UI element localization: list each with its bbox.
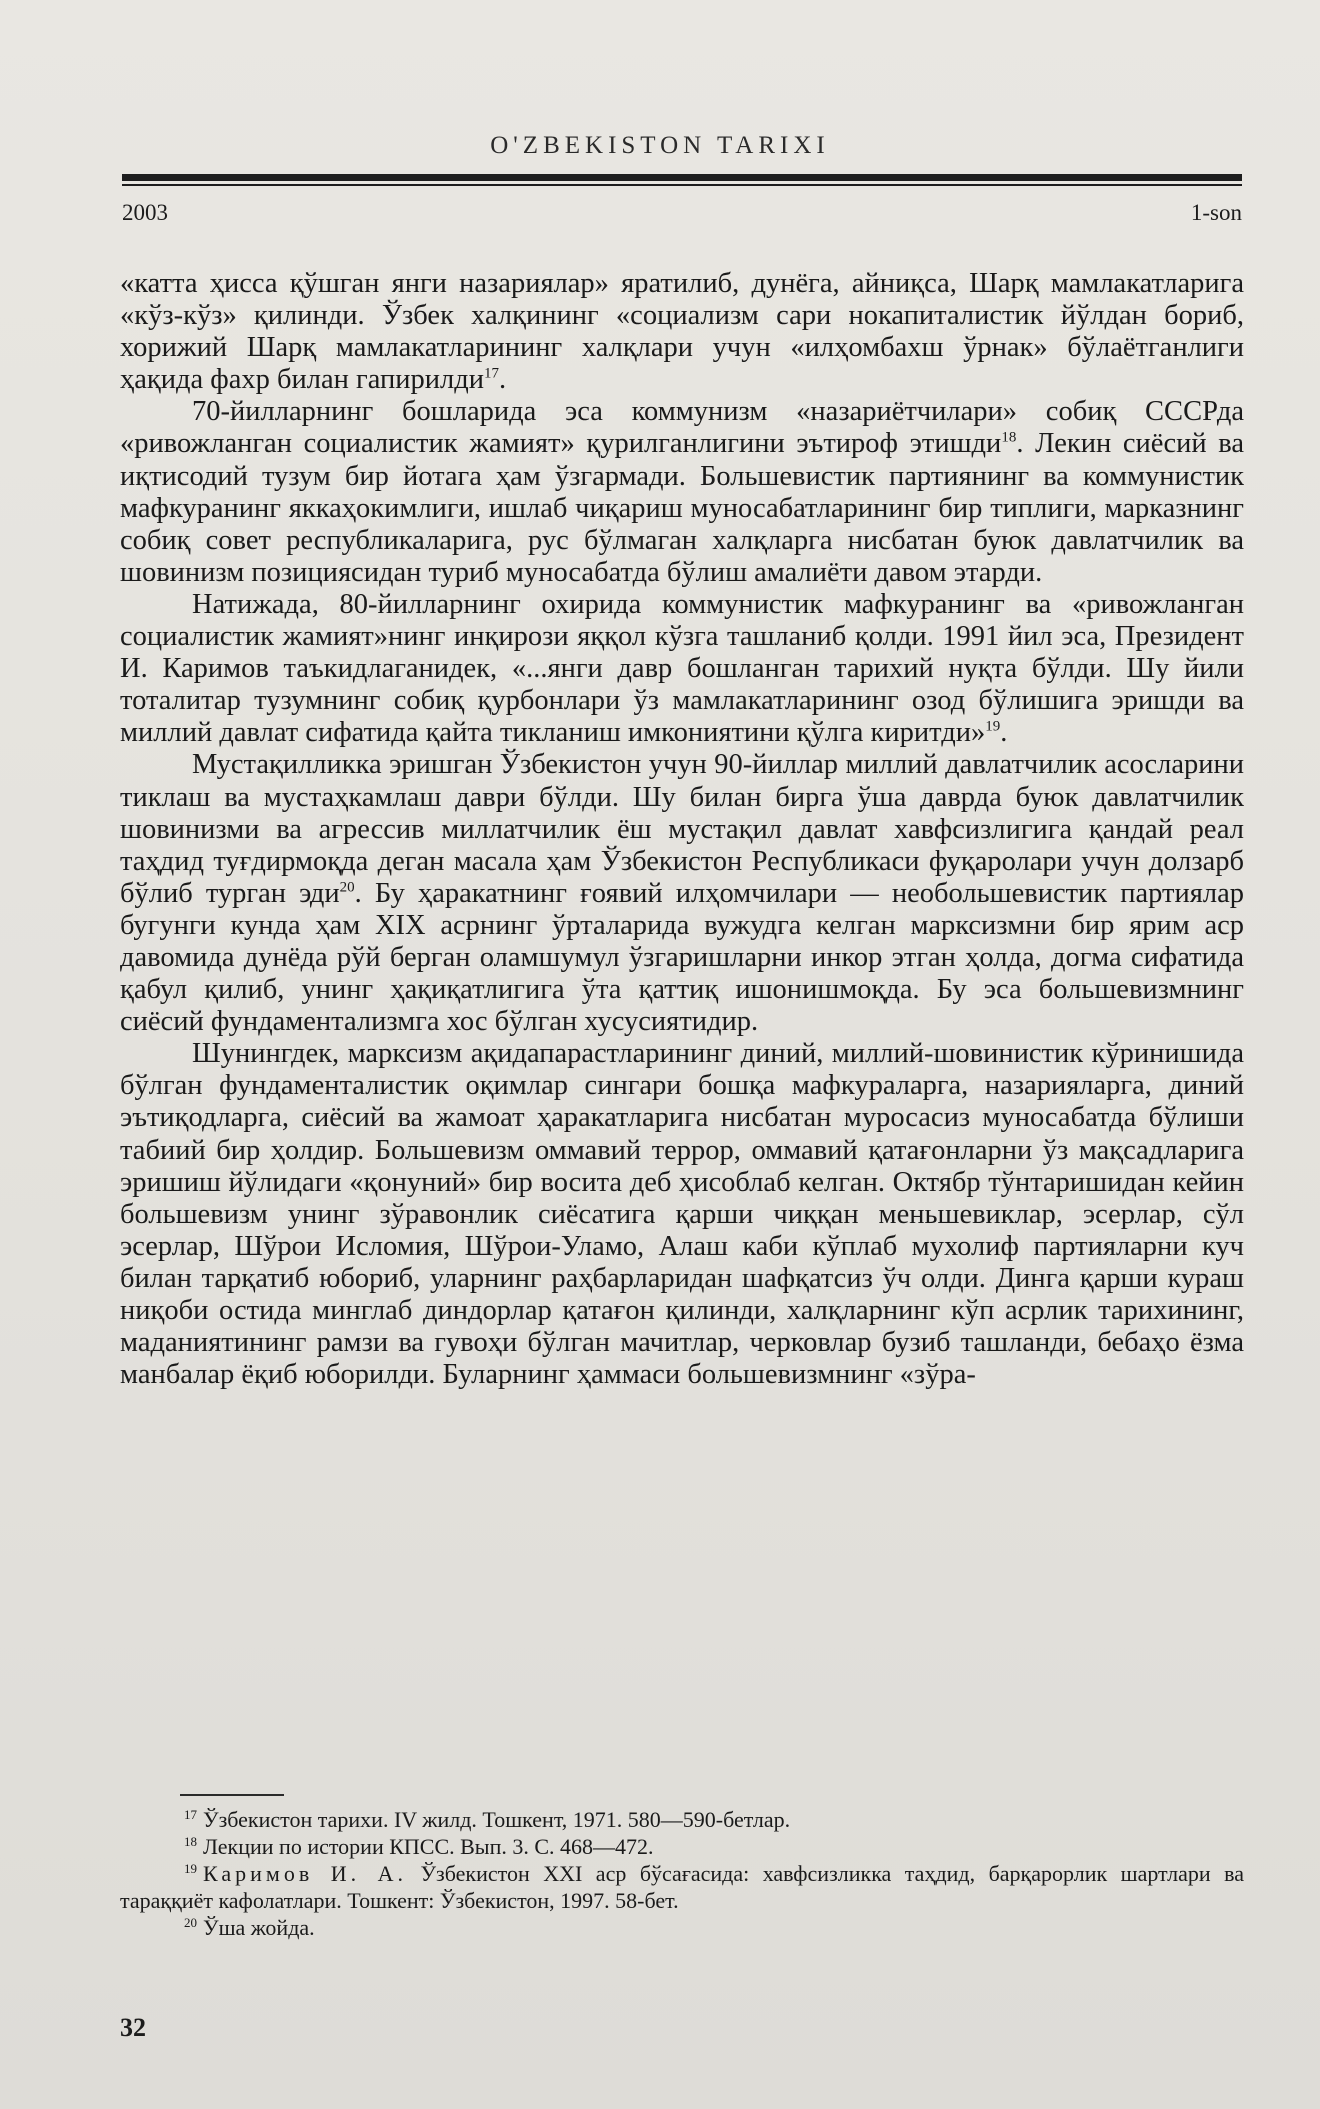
paragraph-3 [120, 589, 1244, 749]
journal-title: O'ZBEKISTON TARIXI [490, 132, 830, 159]
footnote-ref: 17 [483, 365, 499, 382]
footnote-number: 19 [184, 1860, 197, 1876]
paragraph-2 [120, 396, 1244, 589]
footnote-text: Ўзбекистон XXI аср бўсағасида: хавфсизликка таҳдид, барқарорлик шартлари ва тараққиёт кафолатлари. Тошкент: Ўзбекистон, 1997. 58-бет. [120, 1861, 1244, 1913]
issue-number: 1-son [1190, 200, 1242, 225]
footnote-19 [120, 1860, 1244, 1914]
page-number: 32 [120, 2013, 146, 2042]
paragraph-text-after: . Бу ҳаракатнинг ғоявий илҳомчилари — необольшевистик партиялар бугунги кунда ҳам XIX асрнинг ўрталарида вужудга келган марксизмни бир ярим аср давомида дунёда рўй берган оламшумул ўзгаришларни инкор этган ҳолда, догма сифатида қабул қилиб, унинг ҳақиқатлигига ўта қаттиқ ишонишмоқда. Бу эса большевизмнинг сиёсий фундаментализмга хос бўлган хусусиятидир. [120, 877, 1244, 1038]
footnote-text: Ўзбекистон тарихи. IV жилд. Тошкент, 1971. 580—590-бетлар. [203, 1807, 791, 1832]
paragraph-text: Шунингдек, марксизм ақидапарастларининг диний, миллий-шовинистик кўринишида бўлган фундаменталистик оқимлар сингари бошқа мафкураларга, назарияларга, диний эътиқодларга, сиёсий ва жамоат ҳаракатларига нисбатан муросасиз муносабатда бўлиши табиий бир ҳолдир. Большевизм оммавий террор, оммавий қатағонларни ўз мақсадларига эришиш йўлидаги «қонуний» бир восита деб ҳисоблаб келган. Октябр тўнтаришидан кейин большевизм унинг зўравонлик сиёсатига қарши чиққан меньшевиклар, эсерлар, сўл эсерлар, Шўрои Исломия, Шўрои-Уламо, Алаш каби кўплаб мухолиф партияларни куч билан тарқатиб юбориб, уларнинг раҳбарларидан шафқатсиз ўч олди. Динга қарши кураш ниқоби остида минглаб диндорлар қатағон қилинди, халқларнинг кўп асрлик тарихининг, маданиятининг рамзи ва гувоҳи бўлган мачитлар, черковлар бузиб ташланди, бебаҳо ёзма манбалар ёқиб юборилди. Буларнинг ҳаммаси большевизмнинг «зўра- [120, 1038, 1244, 1391]
paragraph-text: 70-йилларнинг бошларида эса коммунизм «назариётчилари» собиқ СССРда «ривожланган социалистик жамият» қурилганлигини эътироф этишди [120, 396, 1244, 460]
article-body [120, 268, 1244, 1391]
header-rule-thin [122, 184, 1242, 186]
header-rule-thick [122, 174, 1242, 181]
paragraph-text-after: . Лекин сиёсий ва иқтисодий тузум бир йотага ҳам ўзгармади. Большевистик партиянинг ва коммунистик мафкуранинг яккаҳокимлиги, ишлаб чиқариш муносабатларининг бир типлиги, марказнинг собиқ совет республикаларига, рус бўлмаган халқларга нисбатан буюк давлатчилик ва шовинизм позициясидан туриб муносабатда бўлиш амалиёти давом этарди. [120, 428, 1244, 588]
paragraph-text-after: . [1000, 717, 1008, 749]
footnote-ref: 20 [339, 879, 355, 896]
footnotes [120, 1806, 1244, 1941]
footnote-author: Каримов И. А. [203, 1861, 407, 1886]
footnote-number: 18 [184, 1833, 197, 1849]
paragraph-text-after: . [498, 364, 507, 396]
footnote-20 [120, 1914, 1244, 1941]
paragraph-4 [120, 749, 1244, 1038]
paragraph-5 [120, 1038, 1244, 1391]
paragraph-text: Мустақилликка эришган Ўзбекистон учун 90-йиллар миллий давлатчилик асосларини тиклаш ва мустаҳкамлаш даври бўлди. Шу билан бирга ўша даврда буюк давлатчилик шовинизми ва агрессив миллатчилик ёш мустақил давлат хавфсизлигига қандай реал таҳдид туғдирмоқда деган масала ҳам Ўзбекистон Республикаси фуқаролари учун долзарб бўлиб турган эди [120, 749, 1244, 909]
footnote-number: 20 [184, 1914, 197, 1930]
footnote-17 [120, 1806, 1244, 1833]
footnote-text: Лекции по истории КПСС. Вып. 3. С. 468—472. [203, 1834, 654, 1859]
paragraph-1 [120, 268, 1244, 396]
footnote-ref: 18 [1001, 429, 1017, 446]
paragraph-text: Натижада, 80-йилларнинг охирида коммунистик мафкуранинг ва «ривожланган социалистик жамият»нинг инқирози яққол кўзга ташланиб қолди. 1991 йил эса, Президент И. Каримов таъкидлаганидек, «...янги давр бошланган тарихий нуқта бўлди. Шу йили тоталитар тузумнинг собиқ қурбонлари ўз мамлакатларининг озод бўлишига эришди ва миллий давлат сифатида қайта тикланиш имкониятини қўлга киритди» [120, 588, 1244, 749]
footnote-text: Ўша жойда. [203, 1915, 315, 1940]
paragraph-text: «катта ҳисса қўшган янги назариялар» яратилиб, дунёга, айниқса, Шарқ мамлакатларига «кўз-кўз» қилинди. Ўзбек халқининг «социализм сари нокапиталистик йўлдан бориб, хорижий Шарқ мамлакатларининг халқлари учун «илҳомбахш ўрнак» бўлаётганлиги ҳақида фахр билан гапирилди [120, 268, 1244, 396]
issue-year: 2003 [122, 200, 168, 225]
footnote-18 [120, 1833, 1244, 1860]
footnote-separator [180, 1794, 284, 1796]
footnote-ref: 19 [985, 718, 1001, 735]
footnote-number: 17 [184, 1806, 197, 1822]
